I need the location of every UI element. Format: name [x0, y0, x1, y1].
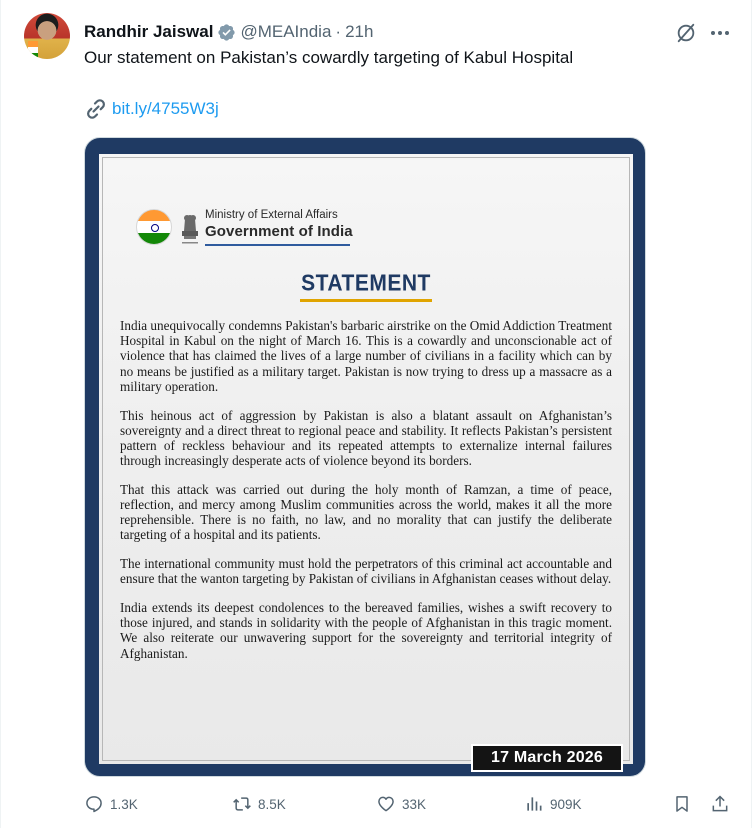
like-count: 33K: [402, 796, 427, 812]
media-image[interactable]: [84, 137, 646, 777]
tweet-text: Our statement on Pakistan’s cowardly targeting of Kabul Hospital: [84, 48, 574, 67]
tweet-link[interactable]: [84, 97, 219, 121]
grok-icon[interactable]: [675, 22, 697, 44]
author-name[interactable]: Randhir Jaiswal: [84, 22, 214, 41]
reply-count: 1.3K: [110, 796, 138, 812]
more-icon[interactable]: [709, 22, 731, 44]
statement-paragraph: The international community must hold the perpetrators of this criminal act accountable and ensure that the wanton targeting by Pakistan of civilians in Afghanistan ceases without delay.: [120, 556, 612, 587]
statement-date: 17 March 2026: [490, 749, 603, 766]
statement-paragraph: This heinous act of aggression by Pakistan is also a blatant assault on Afghanistan’s sovereignty and a direct threat to regional peace and stability. It reflects Pakistan’s persistent pattern of reckless behaviour and its repeated attempts to externalize internal failures through increasingly desperate acts of violence beyond its borders.: [120, 407, 612, 469]
reply-button[interactable]: [84, 792, 138, 816]
statement-paragraph: India unequivocally condemns Pakistan's barbaric airstrike on the Omid Addiction Treatment Hospital in Kabul on the night of March 16. This is a cowardly and unconscionable act of violence that has claimed the lives of a large number of civilians in a facility which can by no means be justified as a military target. Pakistan is now trying to dress up a massacre as a military operation.: [120, 318, 612, 394]
views-button[interactable]: [524, 792, 582, 816]
views-icon: [524, 794, 544, 814]
like-button[interactable]: [376, 792, 426, 816]
heart-icon: [376, 794, 396, 814]
share-button[interactable]: [710, 792, 730, 816]
tweet-actions: [84, 792, 732, 816]
statement-heading-text: STATEMENT: [301, 271, 431, 296]
repost-icon: [232, 794, 252, 814]
india-flag-emblem-icon: [136, 209, 172, 245]
tweet-timestamp[interactable]: 21h: [345, 22, 374, 41]
header-rule: [205, 244, 350, 246]
avatar[interactable]: [24, 13, 70, 59]
separator-dot: ·: [335, 22, 342, 41]
ministry-name: Ministry of External Affairs: [205, 209, 338, 221]
statement-body: [120, 318, 612, 674]
statement-paragraph: India extends its deepest condolences to the bereaved families, wishes a swift recovery to those injured, and stands in solidarity with the people of Afghanistan in this tragic moment. We also reiterate our unwavering support for the sovereignty and territorial integrity of Afghanistan.: [120, 600, 612, 661]
statement-date-badge: [471, 744, 623, 772]
repost-count: 8.5K: [258, 796, 286, 812]
link-text[interactable]: bit.ly/4755W3j: [112, 99, 219, 118]
author-handle[interactable]: @MEAIndia: [240, 22, 332, 41]
tweet-header: [84, 20, 373, 44]
avatar-flag: [28, 41, 38, 59]
repost-button[interactable]: [232, 792, 286, 816]
reply-icon: [84, 794, 104, 814]
heading-underline: [300, 299, 432, 302]
statement-document: [99, 154, 633, 764]
verified-badge-icon: [217, 23, 236, 42]
statement-heading: [99, 272, 633, 296]
statement-paragraph: That this attack was carried out during the holy month of Ramzan, a time of peace, reflection, and mercy among Muslim communities across the world, makes it all the more reprehensible. There is no faith, no law, and no morality that can justify the deliberate targeting of a hospital and its patients.: [120, 481, 612, 543]
divider-left: [0, 0, 1, 828]
government-name: Government of India: [205, 223, 353, 240]
share-icon: [710, 794, 730, 814]
bookmark-button[interactable]: [672, 792, 692, 816]
link-icon: [84, 97, 108, 121]
state-emblem-icon: [177, 207, 203, 247]
view-count: 909K: [550, 796, 582, 812]
bookmark-icon: [672, 794, 692, 814]
